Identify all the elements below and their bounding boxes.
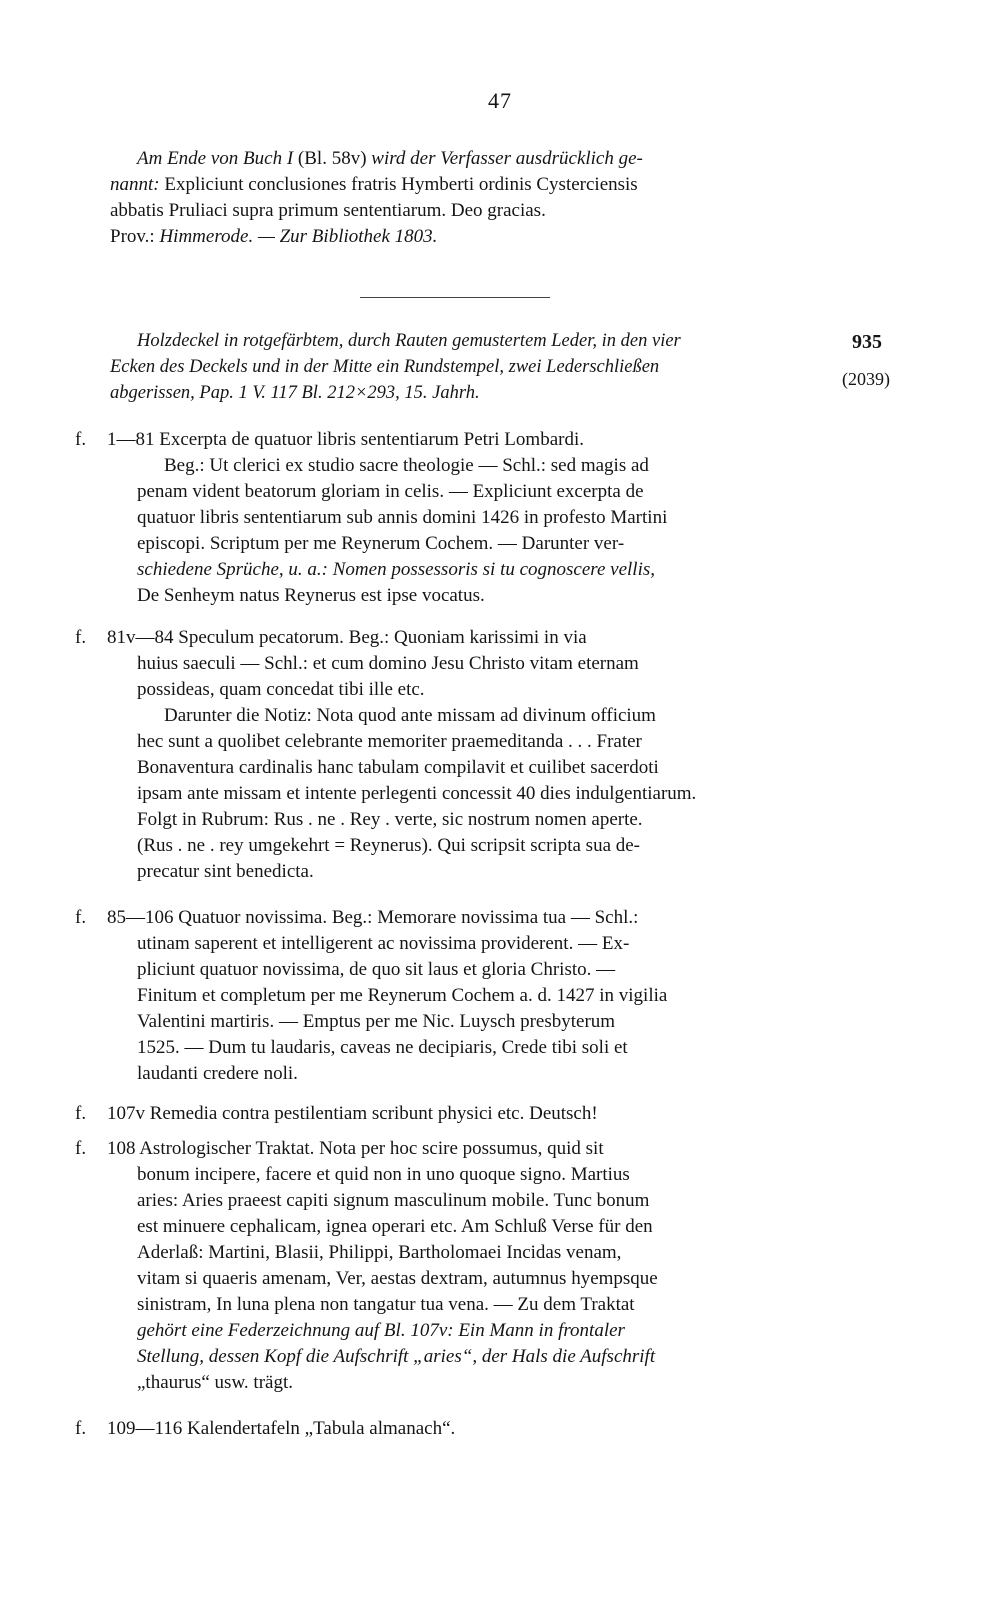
entry-label: f. (75, 1103, 87, 1124)
intro-line-1-ref: (Bl. 58v) (297, 148, 367, 169)
entry-1 (75, 427, 835, 609)
entry-2 (75, 625, 835, 885)
entry-line: precatur sint benedicta. (137, 861, 314, 882)
entry-line: Aderlaß: Martini, Blasii, Philippi, Bartholomaei Incidas venam, (137, 1242, 622, 1263)
entry-line: utinam saperent et intelligerent ac novissima providerent. — Ex- (137, 933, 630, 954)
entry-label: f. (75, 1418, 87, 1439)
entry-line: 107v Remedia contra pestilentiam scribunt physici etc. Deutsch! (107, 1103, 598, 1124)
entry-line: schiedene Sprüche, u. a.: Nomen possessoris si tu cognoscere vellis, (137, 559, 656, 580)
intro-line-3: abbatis Pruliaci supra primum sententiarum. Deo gracias. (110, 200, 546, 221)
entry-line: hec sunt a quolibet celebrante memoriter praemeditanda . . . Frater (137, 731, 642, 752)
margin-number: 935 (852, 331, 882, 353)
section-divider (360, 297, 550, 298)
entry-line: De Senheym natus Reynerus est ipse vocatus. (137, 585, 485, 606)
entry-line: est minuere cephalicam, ignea operari etc. Am Schluß Verse für den (137, 1216, 653, 1237)
entry-line: 1—81 Excerpta de quatuor libris sententiarum Petri Lombardi. (107, 429, 584, 450)
description-line-1: Holzdeckel in rotgefärbtem, durch Rauten gemustertem Leder, in den vier (137, 331, 681, 351)
entry-line: aries: Aries praeest capiti signum masculinum mobile. Tunc bonum (137, 1190, 650, 1211)
description-line-2: Ecken des Deckels und in der Mitte ein Rundstempel, zwei Lederschließen (110, 357, 660, 377)
entry-line: Folgt in Rubrum: Rus . ne . Rey . verte, sic nostrum nomen aperte. (137, 809, 643, 830)
entry-4 (75, 1101, 835, 1127)
entry-line: episcopi. Scriptum per me Reynerum Cochem. — Darunter ver- (137, 533, 625, 554)
intro-line-1-italic-2: wird der Verfasser ausdrücklich ge- (371, 148, 643, 169)
entry-line: penam vident beatorum gloriam in celis. — Expliciunt excerpta de (137, 481, 644, 502)
entry-line: ipsam ante missam et intente perlegenti concessit 40 dies indulgentiarum. (137, 783, 697, 804)
entry-label: f. (75, 429, 87, 450)
description-line-3: abgerissen, Pap. 1 V. 117 Bl. 212×293, 15. Jahrh. (110, 383, 480, 403)
entry-line: Valentini martiris. — Emptus per me Nic. Luysch presbyterum (137, 1011, 616, 1032)
intro-line-2-italic: nannt: (110, 174, 160, 195)
entry-3 (75, 905, 835, 1087)
intro-line-2-text: Expliciunt conclusiones fratris Hymberti ordinis Cysterciensis (164, 174, 638, 195)
entry-line: Finitum et completum per me Reynerum Cochem a. d. 1427 in vigilia (137, 985, 668, 1006)
entry-line: possideas, quam concedat tibi ille etc. (137, 679, 425, 700)
intro-line-2 (110, 172, 835, 198)
entry-line: vitam si quaeris amenam, Ver, aestas dextram, autumnus hyempsque (137, 1268, 658, 1289)
entry-6 (75, 1416, 835, 1442)
entry-line: sinistram, In luna plena non tangatur tua vena. — Zu dem Traktat (137, 1294, 635, 1315)
entry-line: Stellung, dessen Kopf die Aufschrift „aries“, der Hals die Aufschrift (137, 1346, 656, 1367)
provenance-label: Prov.: (110, 226, 155, 247)
entry-line: 81v—84 Speculum pecatorum. Beg.: Quoniam karissimi in via (107, 627, 587, 648)
entry-line: 109—116 Kalendertafeln „Tabula almanach“. (107, 1418, 456, 1439)
page-number: 47 (488, 88, 512, 113)
entry-5 (75, 1136, 835, 1396)
entry-line: Darunter die Notiz: Nota quod ante missam ad divinum officium (164, 705, 656, 726)
entry-line: gehört eine Federzeichnung auf Bl. 107v: Ein Mann in frontaler (137, 1320, 625, 1341)
intro-line-1-italic: Am Ende von Buch I (137, 148, 294, 169)
entry-line: laudanti credere noli. (137, 1063, 298, 1084)
entry-line: bonum incipere, facere et quid non in uno quoque signo. Martius (137, 1164, 630, 1185)
entry-line: (Rus . ne . rey umgekehrt = Reynerus). Qui scripsit scripta sua de- (137, 835, 641, 856)
intro-line-1 (110, 146, 835, 172)
entry-line: Bonaventura cardinalis hanc tabulam compilavit et cuilibet sacerdoti (137, 757, 659, 778)
entry-line: pliciunt quatuor novissima, de quo sit laus et gloria Christo. — (137, 959, 616, 980)
entry-line: Beg.: Ut clerici ex studio sacre theologie — Schl.: sed magis ad (164, 455, 649, 476)
provenance-text: Himmerode. — Zur Bibliothek 1803. (159, 226, 438, 247)
entry-line: quatuor libris sententiarum sub annis domini 1426 in profesto Martini (137, 507, 668, 528)
entry-label: f. (75, 1138, 87, 1159)
entry-line: „thaurus“ usw. trägt. (137, 1372, 293, 1393)
entry-label: f. (75, 627, 87, 648)
entry-line: 1525. — Dum tu laudaris, caveas ne decipiaris, Crede tibi soli et (137, 1037, 628, 1058)
provenance-line (110, 224, 835, 250)
entry-line: huius saeculi — Schl.: et cum domino Jesu Christo vitam eternam (137, 653, 639, 674)
entry-label: f. (75, 907, 87, 928)
binding-description (110, 328, 835, 406)
margin-number-alt: (2039) (842, 369, 890, 389)
entry-line: 85—106 Quatuor novissima. Beg.: Memorare novissima tua — Schl.: (107, 907, 639, 928)
intro-block (110, 146, 835, 250)
entry-line: 108 Astrologischer Traktat. Nota per hoc scire possumus, quid sit (107, 1138, 604, 1159)
